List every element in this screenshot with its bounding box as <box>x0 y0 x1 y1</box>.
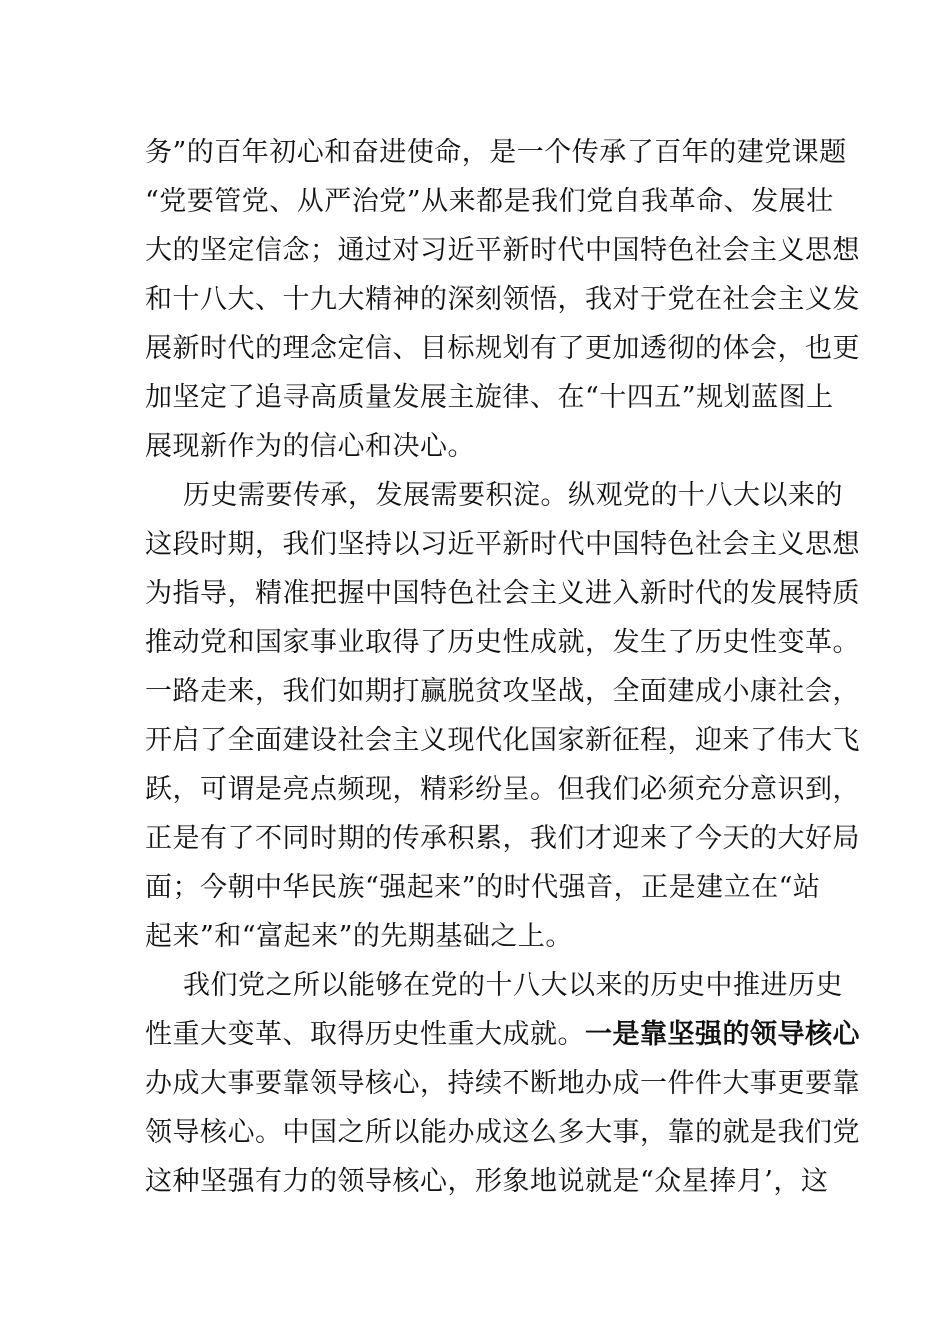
text-line: 加坚定了追寻高质量发展主旋律、在“十四五”规划蓝图上 <box>145 382 834 413</box>
text-line: 展新时代的理念定信、目标规划有了更加透彻的体会，也更 <box>145 333 860 364</box>
text-line: 一路走来，我们如期打赢脱贫攻坚战，全面建成小康社会， <box>145 676 860 707</box>
text-line: 面；今朝中华民族“强起来”的时代强音，正是建立在“站 <box>145 872 821 903</box>
text-line: 这种坚强有力的领导核心，形象地说就是“众星捧月’，这 <box>145 1166 829 1197</box>
text-line: 和十八大、十九大精神的深刻领悟，我对于党在社会主义发 <box>145 284 860 315</box>
text-line: 正是有了不同时期的传承积累，我们才迎来了今天的大好局 <box>145 823 860 854</box>
paragraph-3 <box>145 961 860 1206</box>
text-line: 推动党和国家事业取得了历史性成就，发生了历史性变革。 <box>145 627 860 658</box>
text-line: 开启了全面建设社会主义现代化国家新征程，迎来了伟大飞 <box>145 725 860 756</box>
text-line: 我们党之所以能够在党的十八大以来的历史中推进历史 <box>183 970 843 1001</box>
text-line-with-heading <box>145 1010 860 1059</box>
text-segment: 性重大变革、取得历史性重大成就。 <box>145 1019 585 1050</box>
text-line: 大的坚定信念；通过对习近平新时代中国特色社会主义思想 <box>145 235 860 266</box>
paragraph-2 <box>145 471 860 961</box>
text-line: “党要管党、从严治党”从来都是我们党自我革命、发展壮 <box>145 186 834 217</box>
text-line: 起来”和“富起来”的先期基础之上。 <box>145 921 573 952</box>
text-line: 办成大事要靠领导核心，持续不断地办成一件件大事更要靠 <box>145 1068 860 1099</box>
paragraph-1 <box>145 128 860 471</box>
text-line: 这段时期，我们坚持以习近平新时代中国特色社会主义思想 <box>145 529 860 560</box>
text-line: 为指导，精准把握中国特色社会主义进入新时代的发展特质 <box>145 578 860 609</box>
text-line: 跃，可谓是亮点频现，精彩纷呈。但我们必须充分意识到， <box>145 774 860 805</box>
text-line: 历史需要传承，发展需要积淀。纵观党的十八大以来的 <box>183 480 843 511</box>
bold-heading: 一是靠坚强的领导核心 <box>585 1019 860 1050</box>
document-body <box>145 128 860 1206</box>
text-line: 展现新作为的信心和决心。 <box>145 431 475 462</box>
text-line: 务”的百年初心和奋进使命，是一个传承了百年的建党课题 <box>145 137 847 168</box>
text-line: 领导核心。中国之所以能办成这么多大事，靠的就是我们党 <box>145 1117 860 1148</box>
